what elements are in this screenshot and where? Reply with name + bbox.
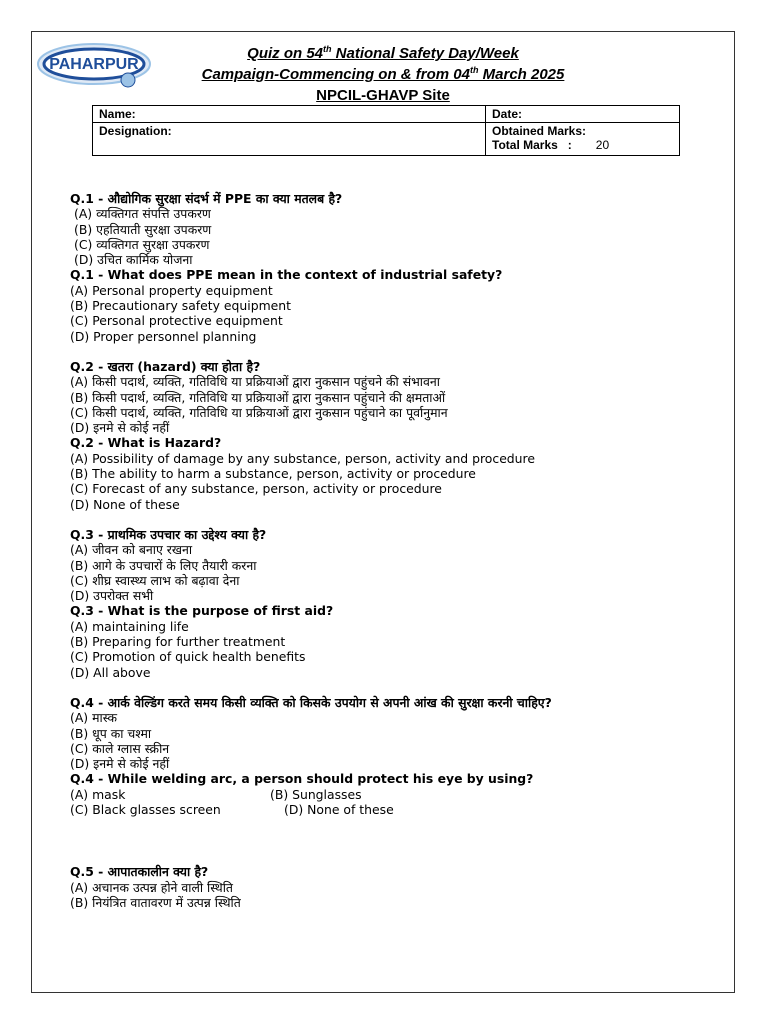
q4-options-row-2 <box>70 802 710 817</box>
logo-graphic <box>36 42 152 90</box>
question-4-hindi: Q.4 - आर्क वेल्डिंग करते समय किसी व्यक्ति को किसके उपयोग से अपनी आंख की सुरक्षा करनी चाहिए? <box>70 694 552 710</box>
spacer <box>70 817 710 864</box>
q1-hindi-option-b[interactable]: (B) एहतियाती सुरक्षा उपकरण <box>74 221 212 237</box>
q3-hindi-option-b[interactable]: (B) आगे के उपचारों के लिए तैयारी करना <box>70 557 257 573</box>
q2-option-c[interactable]: (C) Forecast of any substance, person, activity or procedure <box>70 481 442 497</box>
company-logo <box>36 42 152 90</box>
q3-hindi-option-c[interactable]: (C) शीघ्र स्वास्थ्य लाभ को बढ़ावा देना <box>70 572 240 588</box>
q3-hindi-option-a[interactable]: (A) जीवन को बनाए रखना <box>70 542 193 558</box>
logo-text: PAHARPUR <box>49 56 139 73</box>
q2-hindi-option-c[interactable]: (C) किसी पदार्थ, व्यक्ति, गतिविधि या प्रक्रियाओं द्वारा नुकसान पहुंचाने का पूर्वानुमान <box>70 404 448 420</box>
question-list <box>70 191 710 910</box>
spacer <box>70 680 710 695</box>
q4-option-b[interactable]: (B) Sunglasses <box>270 786 362 802</box>
question-5-hindi: Q.5 - आपातकालीन क्या है? <box>70 864 209 880</box>
q3-option-b[interactable]: (B) Preparing for further treatment <box>70 634 286 650</box>
name-label: Name: <box>99 107 136 121</box>
title-line-2: Campaign-Commencing on & from 04th March 2025 <box>201 65 565 83</box>
q3-option-c[interactable]: (C) Promotion of quick health benefits <box>70 649 306 665</box>
q3-option-d[interactable]: (D) All above <box>70 664 151 680</box>
q2-option-d[interactable]: (D) None of these <box>70 496 180 512</box>
question-2-hindi: Q.2 - खतरा (hazard) क्या होता है? <box>70 358 261 374</box>
question-4-english: Q.4 - While welding arc, a person should protect his eye by using? <box>70 771 534 787</box>
q3-hindi-option-d[interactable]: (D) उपरोक्त सभी <box>70 588 154 604</box>
question-3-hindi: Q.3 - प्राथमिक उपचार का उद्देश्य क्या है? <box>70 526 267 542</box>
question-1-english: Q.1 - What does PPE mean in the context of industrial safety? <box>70 267 503 283</box>
q2-hindi-option-d[interactable]: (D) इनमे से कोई नहीं <box>70 420 170 436</box>
total-marks-row <box>492 138 673 152</box>
q2-option-b[interactable]: (B) The ability to harm a substance, person, activity or procedure <box>70 466 476 482</box>
marks-cell[interactable] <box>486 123 680 156</box>
q1-hindi-option-d[interactable]: (D) उचित कार्मिक योजना <box>74 252 193 268</box>
total-marks-value: 20 <box>595 138 610 152</box>
title-line-1: Quiz on 54th National Safety Day/Week <box>247 44 519 62</box>
q1-option-d[interactable]: (D) Proper personnel planning <box>70 328 257 344</box>
q1-option-a[interactable]: (A) Personal property equipment <box>70 282 273 298</box>
designation-label: Designation: <box>99 124 172 138</box>
question-3-english: Q.3 - What is the purpose of first aid? <box>70 603 334 619</box>
q4-options-row-1 <box>70 787 710 802</box>
q2-option-a[interactable]: (A) Possibility of damage by any substance, person, activity and procedure <box>70 450 535 466</box>
q5-hindi-option-a[interactable]: (A) अचानक उत्पन्न होने वाली स्थिति <box>70 879 233 895</box>
total-marks-label: Total Marks : <box>492 138 572 152</box>
date-label: Date: <box>492 107 523 121</box>
q4-option-c[interactable]: (C) Black glasses screen <box>70 801 221 817</box>
q4-option-d[interactable]: (D) None of these <box>284 801 394 817</box>
q4-hindi-option-d[interactable]: (D) इनमे से कोई नहीं <box>70 756 170 772</box>
name-cell[interactable] <box>93 106 486 123</box>
q1-hindi-option-a[interactable]: (A) व्यक्तिगत संपत्ति उपकरण <box>74 206 211 222</box>
date-cell[interactable] <box>486 106 680 123</box>
site-name: NPCIL-GHAVP Site <box>316 87 450 104</box>
obtained-marks-label: Obtained Marks: <box>492 124 587 138</box>
q3-option-a[interactable]: (A) maintaining life <box>70 618 189 634</box>
designation-cell[interactable] <box>93 123 486 156</box>
q4-hindi-option-b[interactable]: (B) धूप का चश्मा <box>70 725 152 741</box>
question-2-english: Q.2 - What is Hazard? <box>70 435 222 451</box>
q5-hindi-option-b[interactable]: (B) नियंत्रित वातावरण में उत्पन्न स्थिति <box>70 894 241 910</box>
q2-hindi-option-b[interactable]: (B) किसी पदार्थ, व्यक्ति, गतिविधि या प्रक्रियाओं द्वारा नुकसान पहुंचाने की क्षमताओं <box>70 389 446 405</box>
spacer <box>70 512 710 527</box>
q4-hindi-option-c[interactable]: (C) काले ग्लास स्क्रीन <box>70 740 170 756</box>
question-1-hindi: Q.1 - औद्योगिक सुरक्षा संदर्भ में PPE का क्या मतलब है? <box>70 191 343 206</box>
q1-option-b[interactable]: (B) Precautionary safety equipment <box>70 298 291 314</box>
info-table <box>92 105 680 156</box>
q1-option-c[interactable]: (C) Personal protective equipment <box>70 313 283 329</box>
q2-hindi-option-a[interactable]: (A) किसी पदार्थ, व्यक्ति, गतिविधि या प्रक्रियाओं द्वारा नुकसान पहुंचने की संभावना <box>70 374 440 390</box>
q4-hindi-option-a[interactable]: (A) मास्क <box>70 710 118 726</box>
q1-hindi-option-c[interactable]: (C) व्यक्तिगत सुरक्षा उपकरण <box>74 236 210 252</box>
spacer <box>70 344 710 359</box>
q4-option-a[interactable]: (A) mask <box>70 786 126 802</box>
quiz-title <box>150 43 616 85</box>
